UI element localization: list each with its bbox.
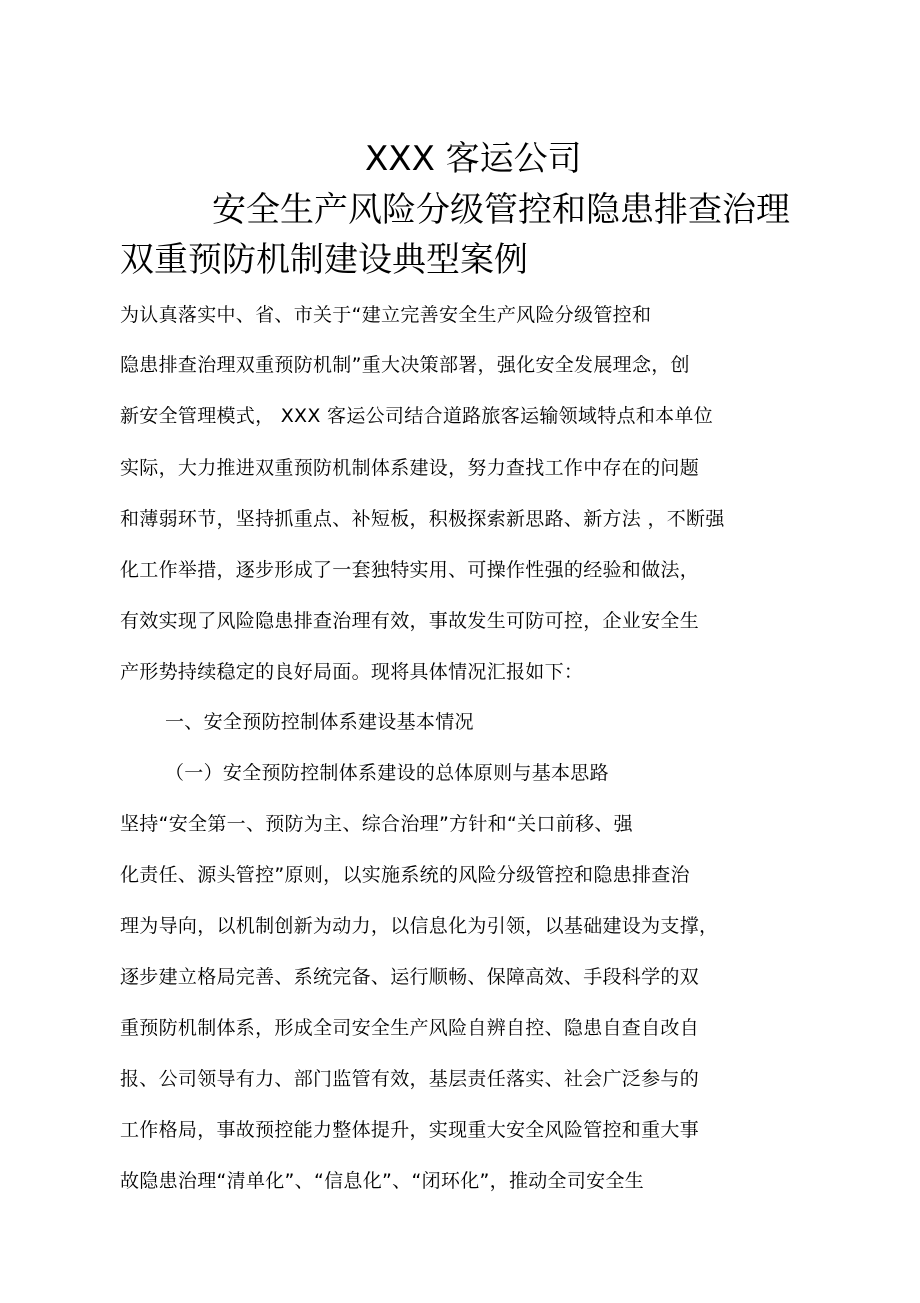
body-line: 重预防机制体系，形成全司安全生产风险自辨自控、隐患自查自改自: [120, 1017, 700, 1039]
subsection-heading: （一）安全预防控制体系建设的总体原则与基本思路: [165, 762, 609, 784]
section-heading: 一、安全预防控制体系建设基本情况: [165, 711, 474, 733]
title-sub: 双重预防机制建设典型案例: [120, 240, 528, 280]
intro-line: 新安全管理模式， XXX 客运公司结合道路旅客运输领域特点和本单位: [120, 405, 714, 427]
intro-line: 产形势持续稳定的良好局面。现将具体情况汇报如下：: [120, 661, 584, 683]
title-company: XXX 客运公司: [365, 139, 582, 179]
body-line: 坚持“安全第一、预防为主、综合治理”方针和“关口前移、强: [120, 813, 633, 835]
intro-line: 和薄弱环节，坚持抓重点、补短板，积极探索新思路、新方法 ，不断强: [120, 508, 725, 530]
body-line: 工作格局，事故预控能力整体提升，实现重大安全风险管控和重大事: [120, 1119, 700, 1141]
body-line: 故隐患治理“清单化”、“信息化”、“闭环化”，推动全司安全生: [120, 1170, 645, 1192]
body-line: 逐步建立格局完善、系统完备、运行顺畅、保障高效、手段科学的双: [120, 966, 700, 988]
body-line: 报、公司领导有力、部门监管有效，基层责任落实、社会广泛参与的: [120, 1068, 700, 1090]
intro-line: 实际，大力推进双重预防机制体系建设，努力查找工作中存在的问题: [120, 457, 700, 479]
body-line: 理为导向，以机制创新为动力，以信息化为引领，以基础建设为支撑，: [120, 915, 719, 937]
body-line: 化责任、源头管控”原则，以实施系统的风险分级管控和隐患排查治: [120, 864, 690, 886]
intro-line: 化工作举措，逐步形成了一套独特实用、可操作性强的经验和做法，: [120, 559, 700, 581]
intro-line: 有效实现了风险隐患排查治理有效，事故发生可防可控，企业安全生: [120, 610, 700, 632]
intro-line: 为认真落实中、省、市关于“建立完善安全生产风险分级管控和: [120, 304, 652, 326]
title-main: 安全生产风险分级管控和隐患排查治理: [212, 190, 790, 230]
intro-line: 隐患排查治理双重预防机制”重大决策部署，强化安全发展理念，创: [120, 354, 690, 376]
